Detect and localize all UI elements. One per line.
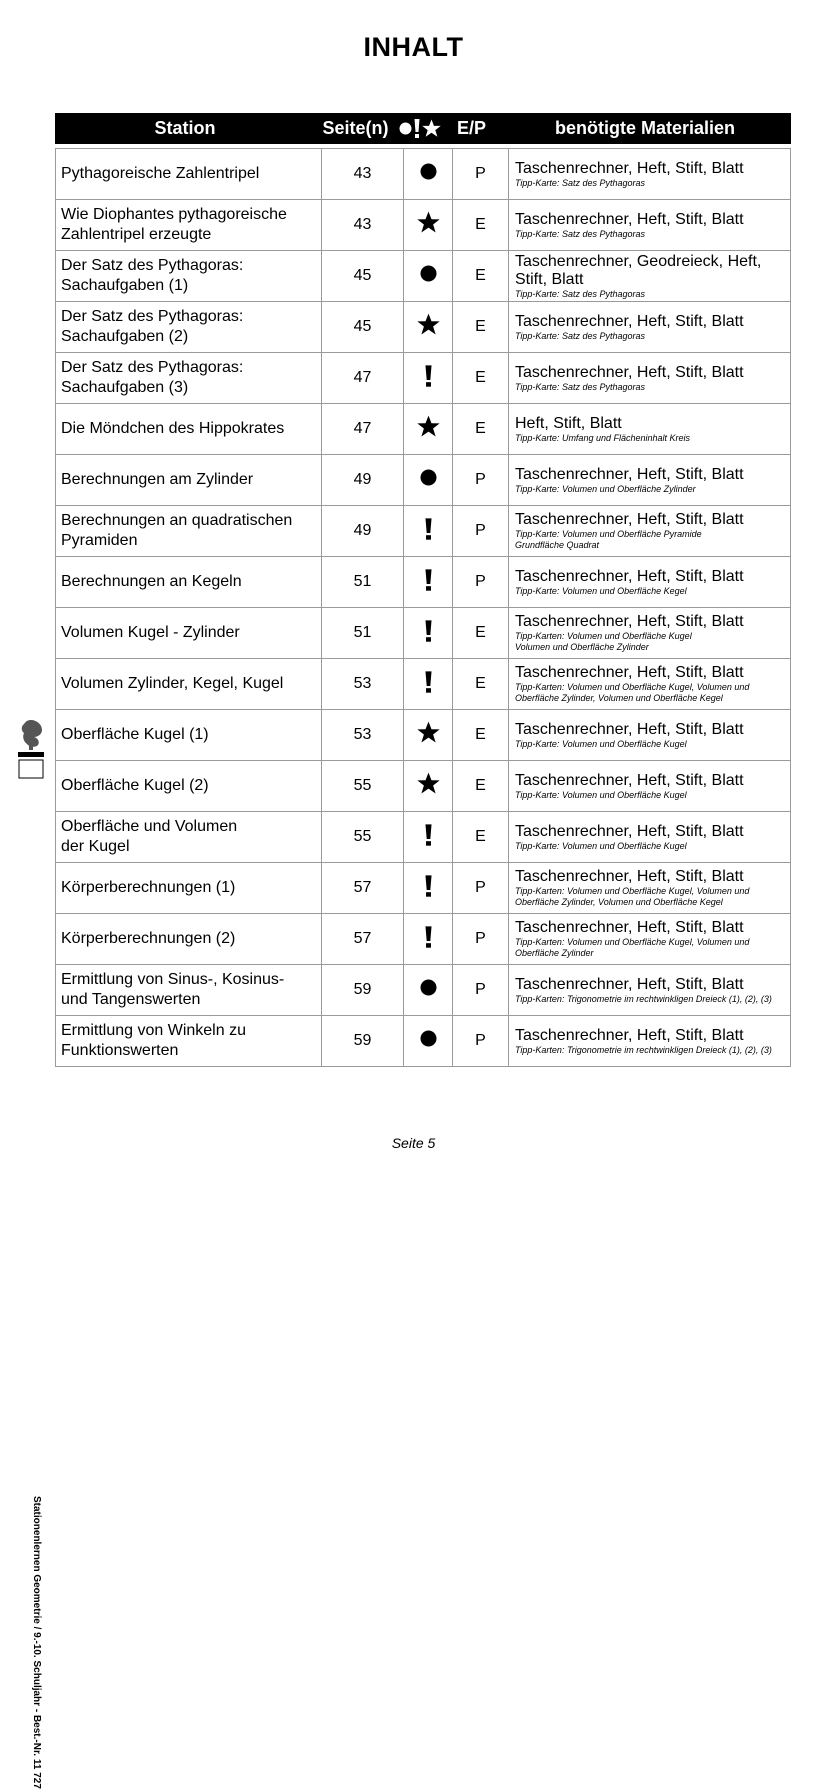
ep-cell: P	[453, 965, 509, 1016]
symbol-cell	[404, 302, 453, 353]
materials-cell	[509, 455, 791, 506]
symbol-cell	[404, 761, 453, 812]
materials-cell	[509, 710, 791, 761]
materials-cell	[509, 914, 791, 965]
page-cell: 47	[322, 404, 404, 455]
materials-list: Taschenrechner, Heft, Stift, Blatt	[515, 511, 744, 528]
station-cell	[56, 608, 322, 659]
materials-cell	[509, 608, 791, 659]
materials-list: Taschenrechner, Heft, Stift, Blatt	[515, 975, 744, 993]
symbol-cell	[404, 353, 453, 404]
exclamation-icon	[424, 517, 433, 541]
materials-list: Taschenrechner, Geodreieck, Heft, Stift, Blatt	[515, 252, 762, 288]
difficulty-symbol	[424, 925, 433, 949]
station-cell	[56, 914, 322, 965]
materials-cell	[509, 965, 791, 1016]
sidebar-text: Stationenlernen Geometrie / 9.-10. Schuljahr - Best.-Nr. 11 727	[31, 1496, 42, 1789]
symbol-cell	[404, 863, 453, 914]
star-icon	[417, 415, 440, 438]
station-cell	[56, 710, 322, 761]
table-row	[56, 557, 791, 608]
page-cell: 57	[322, 914, 404, 965]
station-name: Körperberechnungen (1)	[61, 879, 236, 896]
ep-cell: P	[453, 149, 509, 200]
circle-icon	[420, 469, 437, 486]
difficulty-symbol	[424, 619, 433, 643]
difficulty-symbol	[424, 568, 433, 592]
tip-card: Tipp-Karten: Volumen und Oberfläche Kugel, Volumen und Oberfläche Zylinder, Volumen und Oberfläche Kegel	[515, 682, 750, 703]
difficulty-symbol	[420, 979, 437, 996]
station-name: Berechnungen am Zylinder	[61, 471, 254, 488]
page-cell: 53	[322, 710, 404, 761]
table-row	[56, 200, 791, 251]
materials-cell	[509, 863, 791, 914]
ep-cell: E	[453, 812, 509, 863]
page-cell: 59	[322, 965, 404, 1016]
page-cell: 43	[322, 200, 404, 251]
page-cell: 49	[322, 506, 404, 557]
station-name: Ermittlung von Sinus-, Kosinus- und Tangenswerten	[61, 971, 285, 1008]
station-name: Volumen Zylinder, Kegel, Kugel	[61, 675, 284, 692]
station-name: Oberfläche Kugel (1)	[61, 726, 209, 743]
materials-list: Taschenrechner, Heft, Stift, Blatt	[515, 1026, 744, 1044]
star-icon	[422, 119, 441, 138]
symbol-cell	[404, 200, 453, 251]
difficulty-symbol	[424, 364, 433, 388]
station-cell	[56, 506, 322, 557]
page-cell: 51	[322, 608, 404, 659]
circle-icon	[420, 979, 437, 996]
station-cell	[56, 200, 322, 251]
table-row	[56, 1016, 791, 1067]
table-row	[56, 455, 791, 506]
star-icon	[417, 211, 440, 234]
materials-cell	[509, 557, 791, 608]
station-cell	[56, 965, 322, 1016]
table-row	[56, 506, 791, 557]
star-icon	[417, 313, 440, 336]
table-row	[56, 812, 791, 863]
page-cell: 59	[322, 1016, 404, 1067]
table-row	[56, 863, 791, 914]
star-icon	[417, 721, 440, 744]
difficulty-symbol	[420, 265, 437, 282]
station-cell	[56, 302, 322, 353]
materials-cell	[509, 149, 791, 200]
ep-cell: E	[453, 353, 509, 404]
tip-card: Tipp-Karte: Volumen und Oberfläche Kugel	[515, 789, 687, 800]
materials-list: Taschenrechner, Heft, Stift, Blatt	[515, 363, 744, 381]
page-cell: 45	[322, 302, 404, 353]
ep-cell: P	[453, 1016, 509, 1067]
materials-cell	[509, 812, 791, 863]
symbol-cell	[404, 149, 453, 200]
materials-list: Taschenrechner, Heft, Stift, Blatt	[515, 465, 744, 483]
materials-cell	[509, 302, 791, 353]
materials-list: Heft, Stift, Blatt	[515, 414, 622, 432]
symbol-cell	[404, 710, 453, 761]
exclamation-icon	[424, 568, 433, 592]
materials-cell	[509, 659, 791, 710]
station-cell	[56, 659, 322, 710]
difficulty-symbol	[417, 313, 440, 336]
difficulty-symbol	[424, 670, 433, 694]
materials-list: Taschenrechner, Heft, Stift, Blatt	[515, 312, 744, 330]
station-name: Pythagoreische Zahlentripel	[61, 165, 260, 182]
difficulty-symbol	[417, 721, 440, 744]
station-name: Ermittlung von Winkeln zu Funktionswerten	[61, 1022, 246, 1059]
materials-cell	[509, 251, 791, 302]
difficulty-symbol	[417, 415, 440, 438]
tip-card: Tipp-Karten: Volumen und Oberfläche Kugel, Volumen und Oberfläche Zylinder, Volumen und Oberfläche Kegel	[515, 886, 750, 907]
table-row	[56, 608, 791, 659]
materials-list: Taschenrechner, Heft, Stift, Blatt	[515, 613, 744, 630]
materials-list: Taschenrechner, Heft, Stift, Blatt	[515, 919, 744, 936]
page-cell: 43	[322, 149, 404, 200]
station-name: Berechnungen an Kegeln	[61, 573, 242, 590]
table-header	[55, 113, 791, 144]
station-name: Oberfläche und Volumen der Kugel	[61, 818, 238, 855]
table-row	[56, 761, 791, 812]
table-row	[56, 710, 791, 761]
tip-card: Tipp-Karte: Volumen und Oberfläche Kegel	[515, 585, 687, 596]
ep-cell: E	[453, 200, 509, 251]
materials-cell	[509, 1016, 791, 1067]
symbol-cell	[404, 659, 453, 710]
difficulty-symbol	[420, 163, 437, 180]
station-cell	[56, 1016, 322, 1067]
materials-list: Taschenrechner, Heft, Stift, Blatt	[515, 159, 744, 177]
exclamation-icon	[424, 364, 433, 388]
circle-icon	[399, 122, 412, 135]
materials-cell	[509, 761, 791, 812]
ep-cell: E	[453, 251, 509, 302]
station-name: Der Satz des Pythagoras: Sachaufgaben (3)	[61, 359, 244, 396]
materials-cell	[509, 353, 791, 404]
station-cell	[56, 404, 322, 455]
materials-cell	[509, 506, 791, 557]
station-cell	[56, 812, 322, 863]
tip-card: Tipp-Karten: Volumen und Oberfläche Kugel, Volumen und Oberfläche Zylinder	[515, 937, 750, 958]
symbol-cell	[404, 914, 453, 965]
symbol-cell	[404, 455, 453, 506]
exclamation-icon	[413, 119, 421, 138]
materials-list: Taschenrechner, Heft, Stift, Blatt	[515, 664, 744, 681]
symbol-cell	[404, 404, 453, 455]
exclamation-icon	[424, 874, 433, 898]
symbol-cell	[404, 1016, 453, 1067]
station-cell	[56, 863, 322, 914]
ep-cell: P	[453, 455, 509, 506]
materials-list: Taschenrechner, Heft, Stift, Blatt	[515, 771, 744, 789]
content-table	[55, 148, 791, 1067]
materials-list: Taschenrechner, Heft, Stift, Blatt	[515, 868, 744, 885]
page-cell: 55	[322, 812, 404, 863]
tip-card: Tipp-Karte: Satz des Pythagoras	[515, 288, 645, 299]
page-cell: 49	[322, 455, 404, 506]
symbol-cell	[404, 251, 453, 302]
ep-cell: P	[453, 914, 509, 965]
ep-cell: P	[453, 557, 509, 608]
header-materials: benötigte Materialien	[554, 118, 736, 138]
page-cell: 45	[322, 251, 404, 302]
symbol-cell	[404, 812, 453, 863]
tip-card: Tipp-Karte: Volumen und Oberfläche Kugel	[515, 738, 687, 749]
ep-cell: E	[453, 659, 509, 710]
station-name: Der Satz des Pythagoras: Sachaufgaben (2)	[61, 308, 244, 345]
table-row	[56, 353, 791, 404]
exclamation-icon	[424, 925, 433, 949]
materials-cell	[509, 200, 791, 251]
table-row	[56, 404, 791, 455]
difficulty-symbol	[424, 874, 433, 898]
page-number: Seite 5	[391, 1135, 436, 1151]
materials-cell	[509, 404, 791, 455]
station-cell	[56, 557, 322, 608]
header-ep: E/P	[456, 118, 486, 138]
tip-card: Tipp-Karten: Trigonometrie im rechtwinkligen Dreieck (1), (2), (3)	[515, 1044, 772, 1055]
table-row	[56, 659, 791, 710]
exclamation-icon	[424, 823, 433, 847]
circle-icon	[420, 265, 437, 282]
tip-card: Tipp-Karte: Satz des Pythagoras	[515, 228, 645, 239]
circle-icon	[420, 163, 437, 180]
star-icon	[417, 772, 440, 795]
header-station: Station	[154, 118, 216, 138]
header-seite: Seite(n)	[322, 118, 389, 138]
symbol-cell	[404, 506, 453, 557]
ep-cell: P	[453, 506, 509, 557]
page-title: INHALT	[363, 32, 464, 62]
tip-card: Tipp-Karte: Satz des Pythagoras	[515, 177, 645, 188]
station-name: Die Möndchen des Hippokrates	[61, 420, 285, 437]
tip-card: Tipp-Karte: Satz des Pythagoras	[515, 381, 645, 392]
exclamation-icon	[424, 619, 433, 643]
table-row	[56, 149, 791, 200]
publisher-logo	[16, 718, 46, 788]
station-name: Körperberechnungen (2)	[61, 930, 236, 947]
difficulty-symbol	[424, 517, 433, 541]
publisher-sidebar	[14, 718, 46, 1789]
ep-cell: E	[453, 710, 509, 761]
page-cell: 53	[322, 659, 404, 710]
materials-list: Taschenrechner, Heft, Stift, Blatt	[515, 567, 744, 585]
difficulty-symbol	[417, 211, 440, 234]
page-cell: 47	[322, 353, 404, 404]
tip-card: Tipp-Karten: Volumen und Oberfläche Kugel Volumen und Oberfläche Zylinder	[515, 631, 692, 652]
difficulty-symbol	[424, 823, 433, 847]
tip-card: Tipp-Karte: Volumen und Oberfläche Pyramide Grundfläche Quadrat	[515, 529, 702, 550]
station-name: Volumen Kugel - Zylinder	[61, 624, 240, 641]
materials-list: Taschenrechner, Heft, Stift, Blatt	[515, 720, 744, 738]
page-cell: 57	[322, 863, 404, 914]
circle-icon	[420, 1030, 437, 1047]
station-cell	[56, 149, 322, 200]
difficulty-symbol	[417, 772, 440, 795]
tip-card: Tipp-Karte: Volumen und Oberfläche Zylinder	[515, 483, 696, 494]
difficulty-symbol	[420, 469, 437, 486]
page-cell: 55	[322, 761, 404, 812]
table-row	[56, 914, 791, 965]
ep-cell: P	[453, 863, 509, 914]
exclamation-icon	[424, 670, 433, 694]
page-cell: 51	[322, 557, 404, 608]
tip-card: Tipp-Karten: Trigonometrie im rechtwinkligen Dreieck (1), (2), (3)	[515, 993, 772, 1004]
station-name: Berechnungen an quadratischen Pyramiden	[61, 512, 293, 549]
table-row	[56, 251, 791, 302]
header-symbols	[396, 113, 444, 144]
symbol-cell	[404, 608, 453, 659]
tip-card: Tipp-Karte: Satz des Pythagoras	[515, 330, 645, 341]
tip-card: Tipp-Karte: Volumen und Oberfläche Kugel	[515, 840, 687, 851]
materials-list: Taschenrechner, Heft, Stift, Blatt	[515, 210, 744, 228]
difficulty-symbol	[420, 1030, 437, 1047]
tip-card: Tipp-Karte: Umfang und Flächeninhalt Kreis	[515, 432, 691, 443]
station-cell	[56, 353, 322, 404]
ep-cell: E	[453, 761, 509, 812]
symbol-cell	[404, 557, 453, 608]
station-name: Wie Diophantes pythagoreische Zahlentripel erzeugte	[61, 206, 287, 243]
station-cell	[56, 455, 322, 506]
materials-list: Taschenrechner, Heft, Stift, Blatt	[515, 822, 744, 840]
station-name: Der Satz des Pythagoras: Sachaufgaben (1)	[61, 257, 244, 294]
station-cell	[56, 761, 322, 812]
table-row	[56, 302, 791, 353]
ep-cell: E	[453, 404, 509, 455]
station-name: Oberfläche Kugel (2)	[61, 777, 209, 794]
table-row	[56, 965, 791, 1016]
ep-cell: E	[453, 608, 509, 659]
symbol-cell	[404, 965, 453, 1016]
ep-cell: E	[453, 302, 509, 353]
station-cell	[56, 251, 322, 302]
